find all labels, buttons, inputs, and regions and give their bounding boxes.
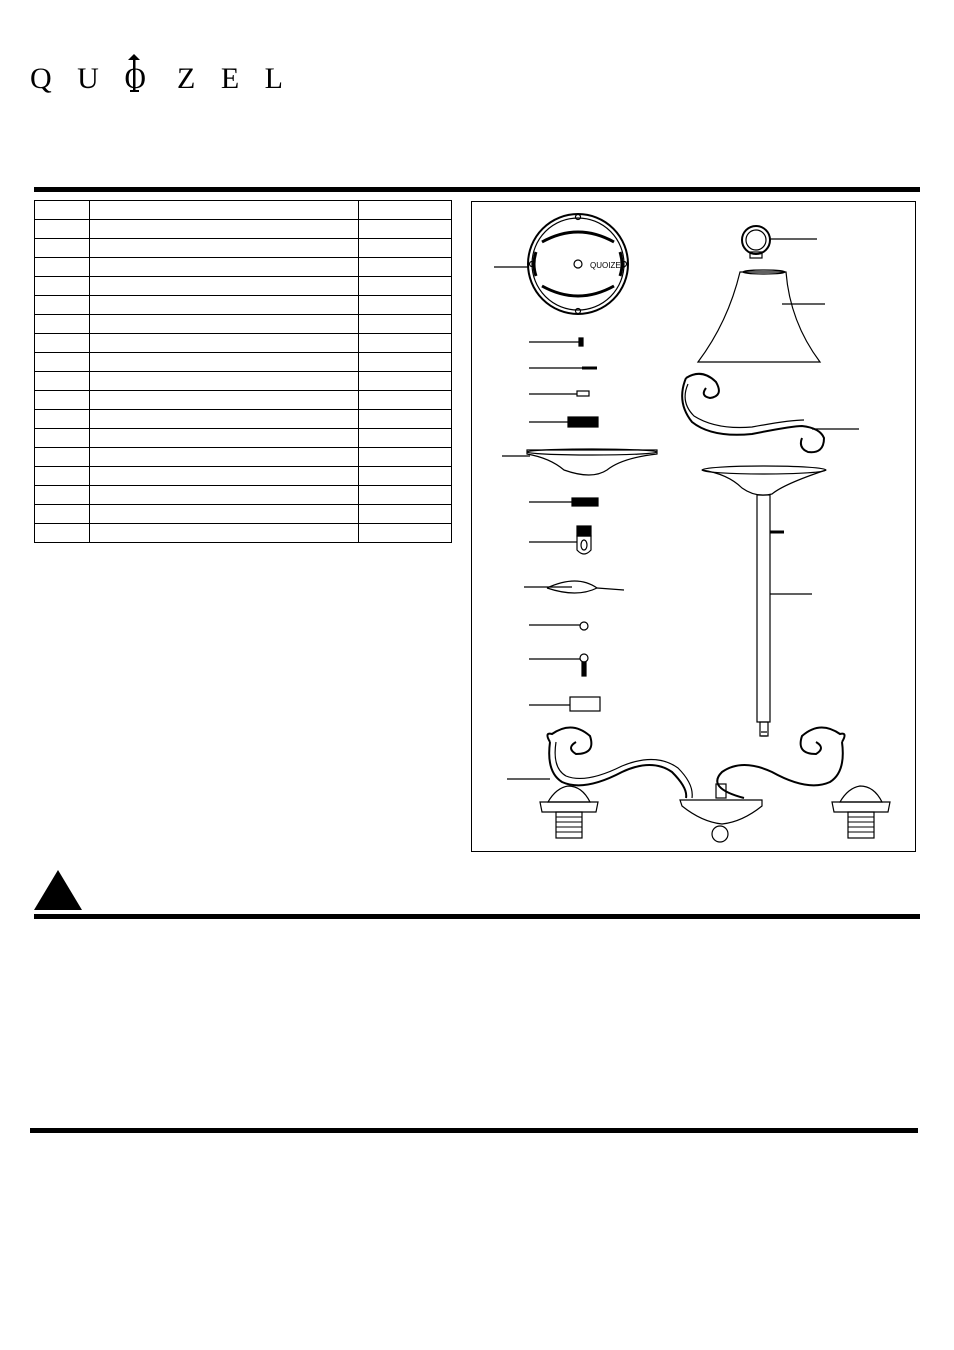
table-cell: [359, 353, 452, 372]
table-cell: [359, 448, 452, 467]
table-cell: [89, 410, 359, 429]
table-cell: [359, 296, 452, 315]
logo-wordmark: Q U O Z E L: [30, 62, 292, 95]
exploded-parts-diagram: [471, 201, 916, 852]
table-cell: [89, 239, 359, 258]
table-cell: [89, 296, 359, 315]
table-cell: [89, 448, 359, 467]
table-cell: [359, 201, 452, 220]
table-row: [35, 448, 452, 467]
table-cell: [359, 220, 452, 239]
table-cell: [359, 239, 452, 258]
table-row: [35, 410, 452, 429]
table-row: [35, 334, 452, 353]
table-cell: [89, 277, 359, 296]
table-row: [35, 201, 452, 220]
table-cell: [359, 277, 452, 296]
table-cell: [89, 467, 359, 486]
table-cell: [89, 334, 359, 353]
table-cell: [359, 505, 452, 524]
table-row: [35, 467, 452, 486]
table-row: [35, 524, 452, 543]
table-row: [35, 239, 452, 258]
table-cell: [89, 353, 359, 372]
table-cell: [359, 315, 452, 334]
table-cell: [359, 258, 452, 277]
table-row: [35, 353, 452, 372]
table-cell: [359, 524, 452, 543]
table-row: [35, 315, 452, 334]
table-cell: [35, 220, 90, 239]
brand-logo: [30, 40, 292, 100]
table-cell: [89, 391, 359, 410]
table-cell: [35, 372, 90, 391]
table-cell: [359, 429, 452, 448]
table-cell: [35, 277, 90, 296]
table-row: [35, 258, 452, 277]
table-cell: [89, 315, 359, 334]
table-cell: [359, 410, 452, 429]
table-cell: [359, 391, 452, 410]
table-row: [35, 277, 452, 296]
table-cell: [35, 429, 90, 448]
table-row: [35, 372, 452, 391]
parts-table: [34, 200, 452, 543]
table-cell: [89, 201, 359, 220]
table-row: [35, 486, 452, 505]
table-cell: [35, 505, 90, 524]
bottom-rule: [30, 1128, 918, 1133]
table-cell: [35, 315, 90, 334]
table-cell: [35, 201, 90, 220]
table-cell: [35, 353, 90, 372]
table-cell: [35, 486, 90, 505]
table-cell: [89, 258, 359, 277]
table-row: [35, 391, 452, 410]
table-cell: [89, 429, 359, 448]
table-cell: [35, 334, 90, 353]
table-row: [35, 429, 452, 448]
table-cell: [359, 334, 452, 353]
table-cell: [35, 239, 90, 258]
table-cell: [359, 467, 452, 486]
table-cell: [89, 220, 359, 239]
table-cell: [35, 410, 90, 429]
canopy-stamp: QUOIZEL: [590, 261, 626, 270]
table-row: [35, 220, 452, 239]
table-row: [35, 296, 452, 315]
table-row: [35, 505, 452, 524]
table-cell: [35, 448, 90, 467]
table-cell: [359, 486, 452, 505]
table-cell: [89, 505, 359, 524]
middle-rule: [34, 914, 920, 919]
table-cell: [89, 486, 359, 505]
top-rule: [34, 187, 920, 192]
table-cell: [35, 258, 90, 277]
diagram-drawing: [472, 202, 917, 853]
table-cell: [35, 467, 90, 486]
table-cell: [89, 372, 359, 391]
table-cell: [35, 296, 90, 315]
table-cell: [35, 391, 90, 410]
warning-triangle-icon: [34, 870, 82, 910]
table-cell: [89, 524, 359, 543]
table-cell: [35, 524, 90, 543]
table-cell: [359, 372, 452, 391]
